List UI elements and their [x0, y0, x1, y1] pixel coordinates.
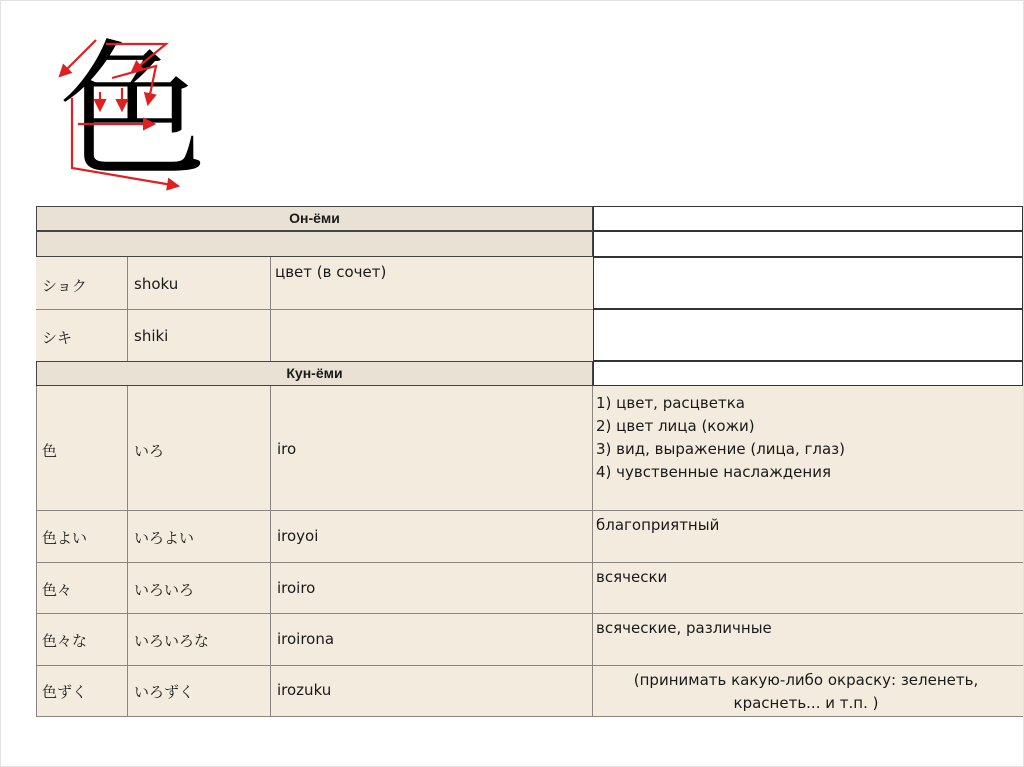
kunyomi-word: 色ずく: [42, 683, 88, 701]
grid-line: [270, 257, 271, 361]
onyomi-kana: ショク: [42, 277, 87, 295]
grid-line: [36, 562, 1023, 563]
kunyomi-kana: いろよい: [134, 529, 195, 547]
kunyomi-body: [36, 386, 1023, 717]
kunyomi-meaning: 1) цвет, расцветка 2) цвет лица (кожи) 3) вид, выражение (лица, глаз) 4) чувственные наслаждения: [596, 394, 845, 481]
kunyomi-meaning: благоприятный: [596, 516, 720, 534]
grid-line: [127, 257, 128, 361]
right-cell-5: [593, 361, 1023, 386]
onyomi-meaning: цвет (в сочет): [275, 263, 387, 281]
kunyomi-meaning: всяческие, различные: [596, 619, 772, 637]
kunyomi-romaji: irozuku: [277, 681, 332, 699]
kanji-stroke-diagram: [48, 28, 218, 200]
grid-line: [36, 386, 37, 717]
kunyomi-word: 色々な: [42, 632, 88, 650]
kunyomi-meaning: (принимать какую-либо окраску: зеленеть, краснеть... и т.п. ): [633, 671, 979, 712]
right-cell-1: [593, 206, 1023, 231]
grid-line: [36, 665, 1023, 666]
kunyomi-word: 色々: [42, 581, 73, 599]
right-cell-4: [593, 309, 1023, 361]
kunyomi-word: 色よい: [42, 529, 88, 547]
kunyomi-kana: いろいろ: [134, 581, 195, 599]
kunyomi-meaning: всячески: [596, 568, 668, 586]
grid-line: [127, 386, 128, 717]
onyomi-header: Он-ёми: [36, 206, 593, 231]
grid-line: [36, 716, 1023, 717]
onyomi-subheader-row: [36, 231, 593, 257]
right-cell-2: [593, 231, 1023, 257]
kunyomi-kana: いろずく: [134, 683, 195, 701]
kunyomi-romaji: iroiro: [277, 579, 316, 597]
stroke-order-arrows-icon: [48, 28, 218, 200]
onyomi-romaji: shoku: [134, 275, 179, 293]
grid-line: [270, 386, 271, 717]
onyomi-romaji: shiki: [134, 327, 169, 345]
kunyomi-header: Кун-ёми: [36, 361, 593, 386]
kunyomi-romaji: iroirona: [277, 630, 335, 648]
grid-line: [592, 386, 593, 717]
kunyomi-word: 色: [42, 442, 58, 460]
kunyomi-kana: いろ: [134, 442, 165, 460]
grid-line: [36, 510, 1023, 511]
kanji-character: 色: [59, 26, 207, 198]
kunyomi-romaji: iro: [277, 440, 297, 458]
onyomi-kana: シキ: [42, 329, 73, 347]
grid-line: [36, 613, 1023, 614]
right-cell-3: [593, 257, 1023, 309]
kunyomi-kana: いろいろな: [134, 632, 210, 650]
grid-line: [36, 309, 593, 310]
kunyomi-romaji: iroyoi: [277, 527, 319, 545]
